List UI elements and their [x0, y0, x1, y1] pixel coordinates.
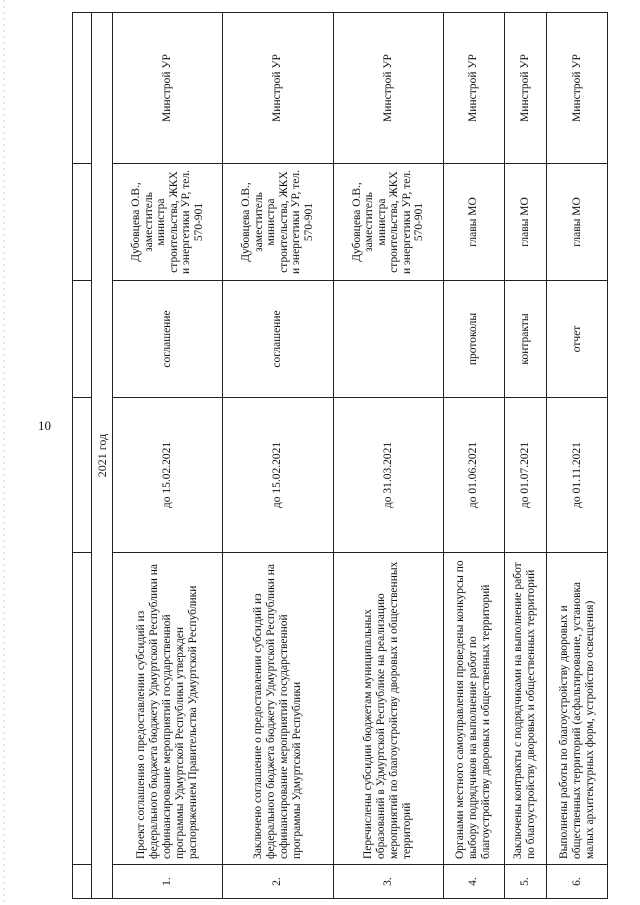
control-cell: Минстрой УР [333, 13, 443, 164]
table-row [443, 13, 504, 899]
event-cell: Органами местного самоуправления проведены конкурсы по выбору подрядчиков на выполнение работ по благоустройству дворовых и общественных территорий [443, 553, 504, 865]
scan-edge-artifact [3, 0, 5, 905]
row-number: 4. [443, 865, 504, 899]
result-cell: отчет [547, 281, 608, 398]
control-cell: Минстрой УР [547, 13, 608, 164]
responsible-cell: Дубовцева О.В., заместитель министра строительства, ЖКХ и энергетики УР, тел. 570-901 [333, 164, 443, 281]
rotated-table-container [72, 13, 608, 899]
result-cell: протоколы [443, 281, 504, 398]
table-row [223, 13, 333, 899]
deadline-cell: до 31.03.2021 [333, 398, 443, 553]
table-row [547, 13, 608, 899]
page-number: 10 [38, 418, 51, 433]
deadline-cell: до 01.11.2021 [547, 398, 608, 553]
deadline-cell: до 15.02.2021 [223, 398, 333, 553]
year-header: 2021 год [92, 13, 113, 899]
table-row [113, 13, 223, 899]
control-cell: Минстрой УР [223, 13, 333, 164]
table-row [333, 13, 443, 899]
responsible-cell: главы МО [443, 164, 504, 281]
result-cell: соглашение [113, 281, 223, 398]
row-number: 5. [504, 865, 547, 899]
result-cell: контракты [504, 281, 547, 398]
row-number: 1. [113, 865, 223, 899]
result-cell [333, 281, 443, 398]
row-number: 2. [223, 865, 333, 899]
result-cell: соглашение [223, 281, 333, 398]
event-cell: Заключено соглашение о предоставлении субсидий из федерального бюджета бюджету Удмуртской Республики на софинансирование мероприятий государственной программы Удмуртской Республики [223, 553, 333, 865]
table-row [504, 13, 547, 899]
responsible-cell: Дубовцева О.В., заместитель министра строительства, ЖКХ и энергетики УР, тел. 570-901 [223, 164, 333, 281]
control-cell: Минстрой УР [443, 13, 504, 164]
responsible-cell: Дубовцева О.В., заместитель министра строительства, ЖКХ и энергетики УР, тел. 570-901 [113, 164, 223, 281]
event-cell: Перечислены субсидии бюджетам муниципальных образований в Удмуртской Республике на реализацию мероприятий по благоустройству дворовых и общественных территорий [333, 553, 443, 865]
row-number: 6. [547, 865, 608, 899]
event-cell: Проект соглашения о предоставлении субсидий из федерального бюджета бюджету Удмуртской Республики на софинансирование мероприятий государственной программы Удмуртской Республики утвержден распоряжением Правительства Удмуртской Республики [113, 553, 223, 865]
event-cell: Выполнены работы по благоустройству дворовых и общественных территорий (асфальтирование, установка малых архитектурных форм, устройство освещения) [547, 553, 608, 865]
table-top-row [73, 13, 92, 899]
deadline-cell: до 15.02.2021 [113, 398, 223, 553]
responsible-cell: главы МО [504, 164, 547, 281]
year-header-row [92, 13, 113, 899]
row-number: 3. [333, 865, 443, 899]
event-cell: Заключены контракты с подрядчиками на выполнение работ по благоустройству дворовых и общественных территорий [504, 553, 547, 865]
control-cell: Минстрой УР [504, 13, 547, 164]
responsible-cell: главы МО [547, 164, 608, 281]
control-cell: Минстрой УР [113, 13, 223, 164]
deadline-cell: до 01.07.2021 [504, 398, 547, 553]
schedule-table [72, 12, 608, 899]
deadline-cell: до 01.06.2021 [443, 398, 504, 553]
